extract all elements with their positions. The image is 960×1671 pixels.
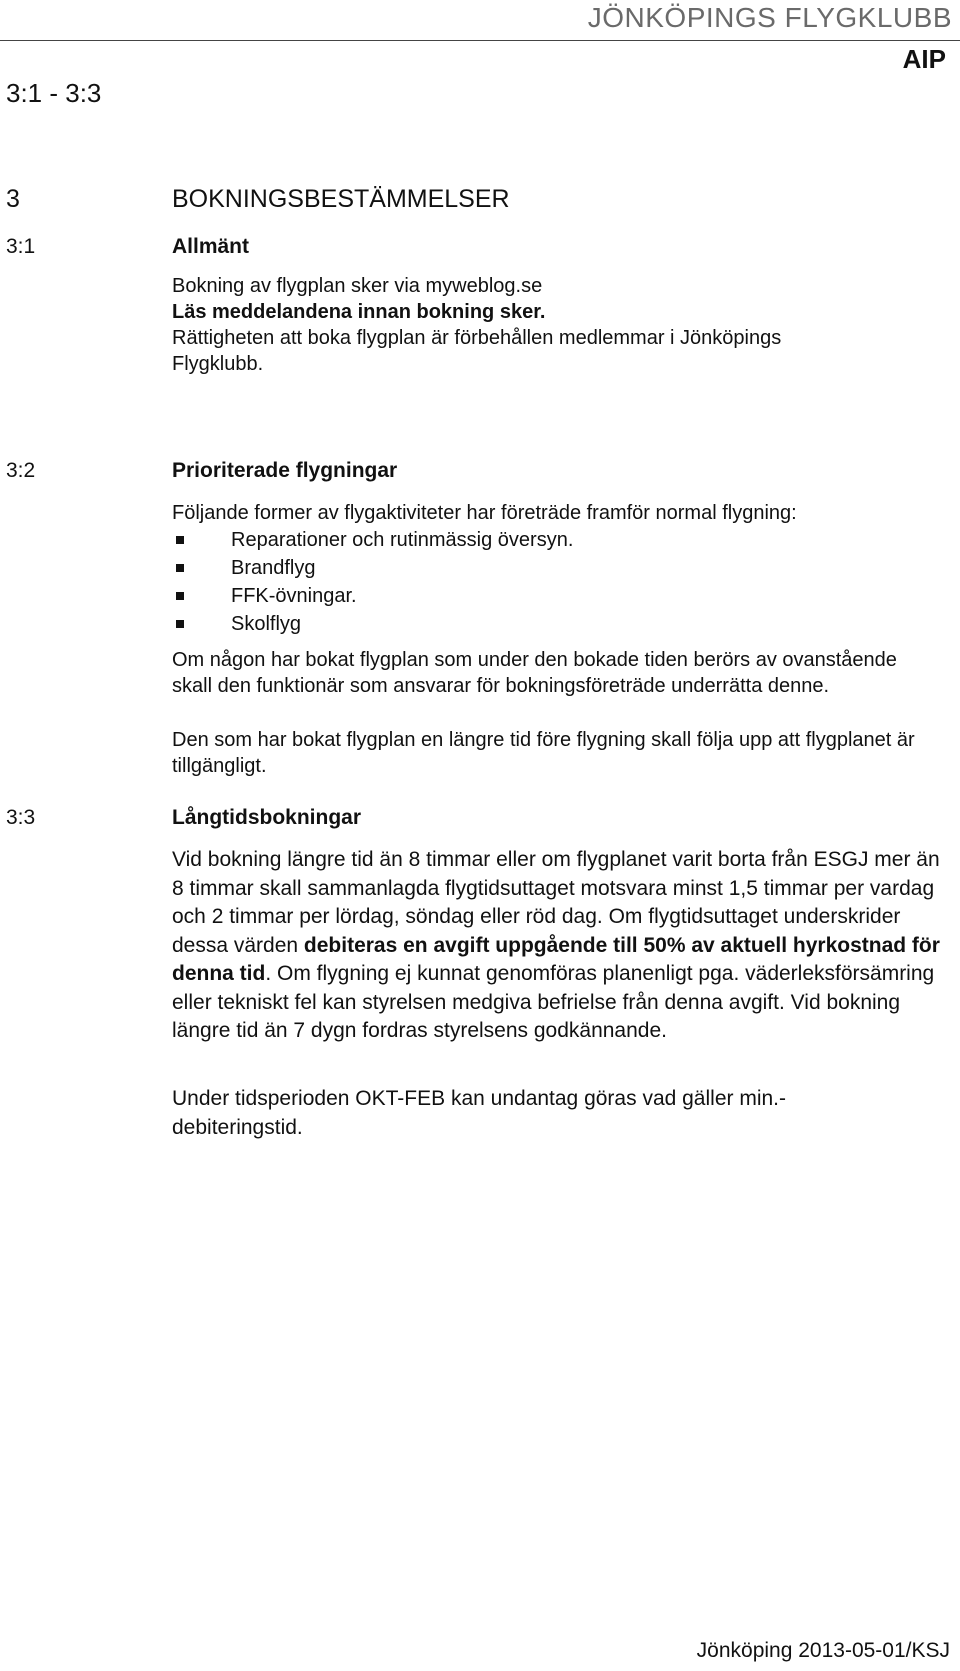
fee-emphasis: debiteras en avgift uppgående till 50% av aktuell hyrkostnad för denna tid [172, 933, 940, 985]
body-line: Rättigheten att boka flygplan är förbehållen medlemmar i Jönköpings [172, 327, 782, 349]
bullet-icon [176, 620, 184, 628]
document-code: AIP [902, 44, 946, 74]
page-range: 3:1 - 3:3 [6, 78, 102, 108]
list-item-label: Brandflyg [231, 557, 316, 579]
section-paragraph: Under tidsperioden OKT-FEB kan undantag göras vad gäller min.-debiteringstid. [172, 1087, 786, 1139]
header-rule [0, 40, 960, 41]
body-line: Läs meddelandena innan bokning sker. [172, 301, 546, 323]
section-title: Prioriterade flygningar [172, 459, 398, 482]
section-paragraph: Om någon har bokat flygplan som under den bokade tiden berörs av ovanstående skall den funktionär som ansvarar för bokningsföreträde underrätta denne. [172, 649, 897, 697]
list-item-label: Reparationer och rutinmässig översyn. [231, 529, 574, 551]
body-line: Flygklubb. [172, 353, 264, 375]
paragraph-text: Vid bokning längre tid än 8 timmar eller om flygplanet varit borta från ESGJ mer än 8 timmar skall sammanlagda flygtidsuttaget motsvara minst 1,5 timmar per vardag och 2 timmar per lördag, söndag eller röd dag. Om flygtidsuttaget underskrider dessa värden [172, 848, 940, 957]
section-body [172, 273, 942, 377]
list-item-label: FFK-övningar. [231, 585, 357, 607]
section-number: 3:3 [6, 806, 36, 829]
section-paragraph [172, 846, 942, 1046]
paragraph-text: . Om flygning ej kunnat genomföras planenligt pga. väderleksförsämring eller tekniskt fel kan styrelsen medgiva befrielse från denna avgift. Vid bokning längre tid än 7 dygn fordras styrelsens godkännande. [172, 962, 935, 1042]
bullet-icon [176, 536, 184, 544]
chapter-number: 3 [6, 185, 20, 213]
list-item-label: Skolflyg [231, 613, 302, 635]
body-line: Bokning av flygplan sker via myweblog.se [172, 275, 543, 297]
list-item [172, 526, 573, 554]
section-intro: Följande former av flygaktiviteter har företräde framför normal flygning: [172, 502, 797, 524]
priority-list [172, 526, 573, 638]
section-title: Allmänt [172, 235, 250, 258]
section-number: 3:1 [6, 235, 36, 258]
list-item [172, 610, 573, 638]
section-title: Långtidsbokningar [172, 806, 361, 829]
section-number: 3:2 [6, 459, 36, 482]
list-item [172, 582, 573, 610]
bullet-icon [176, 564, 184, 572]
footer-text: Jönköping 2013-05-01/KSJ [696, 1639, 950, 1662]
organization-name: JÖNKÖPINGS FLYGKLUBB [587, 2, 952, 33]
chapter-title: BOKNINGSBESTÄMMELSER [172, 185, 510, 213]
section-paragraph: Den som har bokat flygplan en längre tid före flygning skall följa upp att flygplanet är tillgängligt. [172, 729, 915, 777]
bullet-icon [176, 592, 184, 600]
list-item [172, 554, 573, 582]
